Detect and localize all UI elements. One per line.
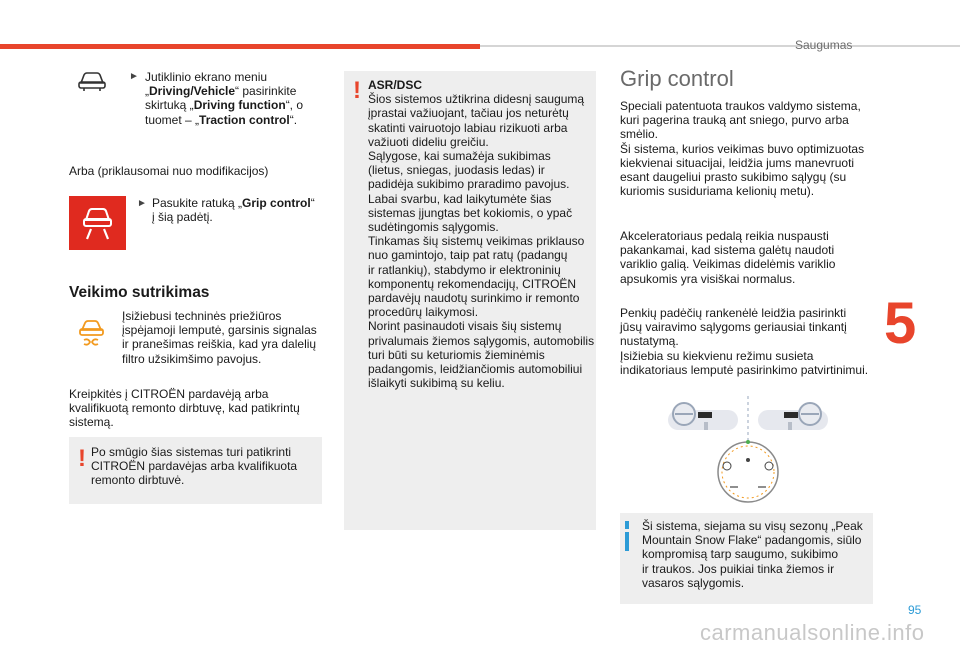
menu-instruction-line (145, 113, 330, 127)
info-line: kompromisą tarp saugumo, sukibimo (642, 547, 839, 562)
asr-dsc-text (368, 78, 596, 390)
switch-text: Pasukite ratuką „ (152, 196, 243, 210)
info-line: ir traukos. Jos puikiai tinka žiemos ir (642, 561, 835, 576)
switch-instruction-line (152, 196, 327, 210)
info-line: Mountain Snow Flake“ padangomis, siūlo (642, 533, 862, 548)
asr-dsc-line: Sąlygose, kai sumažėja sukibimas (368, 149, 551, 164)
grip-para-1 (620, 99, 880, 198)
left-dashboard-icon (668, 403, 738, 430)
malfunction-text (122, 309, 332, 366)
paragraph-line: kuriomis susiduriama kelionių metu). (620, 184, 815, 199)
tab-name: Driving function (193, 98, 286, 113)
paragraph-line: Įsižiebia su kiekvienu režimu susieta (620, 348, 814, 363)
maintenance-warning-icon (76, 318, 106, 352)
asr-dsc-line: Labai svarbu, kad laikytumėte šias (368, 191, 552, 206)
right-dashboard-icon (758, 403, 828, 430)
or-text: Arba (priklausomai nuo modifikacijos) (69, 164, 269, 178)
paragraph-line: Akceleratoriaus pedalą reikia nuspausti (620, 229, 829, 243)
paragraph-line: smėlio. (620, 127, 659, 142)
paragraph-line: jūsų vairavimo sąlygoms geriausiai tinkantį (620, 320, 847, 335)
header-accent-bar (0, 44, 480, 49)
info-line: Ši sistema, siejama su visų sezonų „Peak (642, 519, 863, 533)
warning-line: remonto dirbtuvė. (91, 473, 185, 488)
malfunction-line: Įsižiebusi techninės priežiūros (122, 309, 282, 323)
paragraph-line: Speciali patentuota traukos valdymo sistema, (620, 99, 861, 113)
warning-box (69, 437, 322, 504)
asr-dsc-line: skatinti vairuotojo labiau rizikuoti arba (368, 120, 568, 135)
malfunction-line: ir pranešimas reiškia, kad yra dalelių (122, 337, 317, 352)
asr-dsc-line: ir ratlankių), stabdymo ir elektroninių (368, 262, 561, 277)
info-line: vasaros sąlygomis. (642, 575, 745, 590)
menu-text: “. (289, 112, 298, 127)
switch-instruction-line: į šią padėtį. (152, 210, 213, 225)
menu-text: tuomet – „ (145, 112, 200, 127)
paragraph-line: nustatymą. (620, 334, 679, 349)
menu-text: skirtuką „ (145, 98, 194, 113)
asr-dsc-line: privalumais žiemos sąlygomis, automobilis (368, 333, 595, 348)
exclamation-icon: ! (353, 77, 361, 104)
asr-dsc-line: Šios sistemos užtikrina didesnį saugumą (368, 92, 585, 107)
paragraph-line: kuri pagerina trauką ant sniego, purvo arba (620, 113, 849, 128)
chapter-number: 5 (884, 291, 917, 356)
asr-dsc-line: padangomis, leidžiančiomis automobiliui (368, 362, 583, 377)
switch-instruction (152, 196, 327, 224)
paragraph-line: pakankamai, kad sistema galėtų naudoti (620, 243, 835, 258)
grip-control-title: Grip control (620, 66, 734, 91)
warning-line: Po smūgio šias sistemas turi patikrinti (91, 445, 292, 459)
bullet-arrow-icon: ► (129, 71, 139, 82)
warning-line: CITROËN pardavėjas arba kvalifikuota (91, 459, 298, 474)
info-box (620, 513, 873, 604)
menu-name: Driving/Vehicle (149, 84, 236, 99)
paragraph-line: kiekvienai situacijai, leidžia jums manevruoti (620, 155, 855, 170)
paragraph-line: Ši sistema, kurios veikimas buvo optimizuotas (620, 141, 865, 156)
malfunction-line: įspėjamoji lemputė, garsinis signalas (122, 323, 317, 338)
info-text (642, 519, 870, 590)
header-rule (480, 45, 960, 47)
menu-text: “ pasirinkite (235, 84, 297, 99)
asr-dsc-line: Tinkamas šių sistemų veikimas priklauso (368, 234, 585, 249)
contact-line: Kreipkitės į CITROËN pardavėją arba (69, 387, 269, 401)
asr-dsc-line: procedūrų laikymosi. (368, 305, 479, 320)
asr-dsc-line: išlaikyti sukibimą su keliu. (368, 376, 505, 391)
paragraph-line: indikatoriaus lemputė pasirinkimo patvirtinimui. (620, 362, 869, 377)
menu-instruction-line: Jutiklinio ekrano meniu (145, 70, 268, 84)
asr-dsc-line: komponentų rekomendacijų, CITROËN (368, 276, 577, 291)
asr-dsc-line: važiuoti dideliu greičiu. (368, 134, 489, 149)
exclamation-icon: ! (78, 445, 86, 472)
page-number: 95 (908, 603, 922, 617)
asr-dsc-line: nuo gamintojo, taip pat ratų (padangų (368, 248, 568, 263)
asr-dsc-line: sistemas įjungtas bet kokiomis, o ypač (368, 205, 573, 220)
malfunction-line: filtro užsikimšimo pavojus. (122, 351, 262, 366)
asr-dsc-line: pardavėjų naudotų surinkimo ir remonto (368, 291, 580, 306)
menu-instruction (145, 70, 330, 127)
menu-instruction-line (145, 98, 330, 112)
control-name: Grip control (242, 196, 311, 210)
rotary-knob-icon (718, 440, 778, 502)
grip-para-2 (620, 229, 880, 286)
grip-para-3 (620, 306, 882, 377)
malfunction-heading: Veikimo sutrikimas (69, 284, 210, 301)
car-outline-icon (77, 70, 107, 92)
menu-text: “, o (285, 98, 304, 113)
grip-control-knob-illustration (660, 392, 840, 504)
section-label: Saugumas (795, 38, 853, 52)
quote-mark: „ (145, 84, 149, 99)
watermark: carmanualsonline.info (700, 620, 925, 645)
switch-text: “ (310, 196, 315, 210)
paragraph-line: variklio galią. Veikimas didelėmis variklio (620, 257, 836, 272)
paragraph-line: Penkių padėčių rankenėlė leidžia pasirinkti (620, 306, 847, 320)
contact-line: kvalifikuotą remonto dirbtuvę, kad patikrintų (69, 401, 300, 416)
paragraph-line: esant daugeliui prasto sukibimo sąlygų (su (620, 170, 847, 185)
info-icon (625, 521, 629, 551)
bullet-arrow-icon: ► (137, 198, 147, 209)
option-name: Traction control (199, 112, 290, 127)
asr-dsc-line: turi būti su keturiomis žieminėmis (368, 347, 545, 362)
warning-text (91, 445, 316, 488)
paragraph-line: apsukomis yra visiškai normalus. (620, 271, 796, 286)
menu-instruction-line (145, 84, 330, 98)
asr-dsc-line: sudėtingomis sąlygomis. (368, 220, 499, 235)
asr-dsc-title: ASR/DSC (368, 78, 423, 92)
asr-dsc-line: Norint pasinaudoti visais šių sistemų (368, 319, 562, 334)
car-road-icon (69, 196, 126, 250)
asr-dsc-box (344, 71, 596, 530)
contact-line: sistemą. (69, 415, 114, 430)
grip-control-indicator-box (69, 196, 126, 250)
asr-dsc-line: (lietus, sniegas, juodasis ledas) ir (368, 163, 545, 178)
contact-text (69, 387, 329, 430)
asr-dsc-line: padidėja sukibimo praradimo pavojus. (368, 177, 570, 192)
asr-dsc-line: įprastai važiuojant, tačiau jos neturėtų (368, 106, 569, 121)
